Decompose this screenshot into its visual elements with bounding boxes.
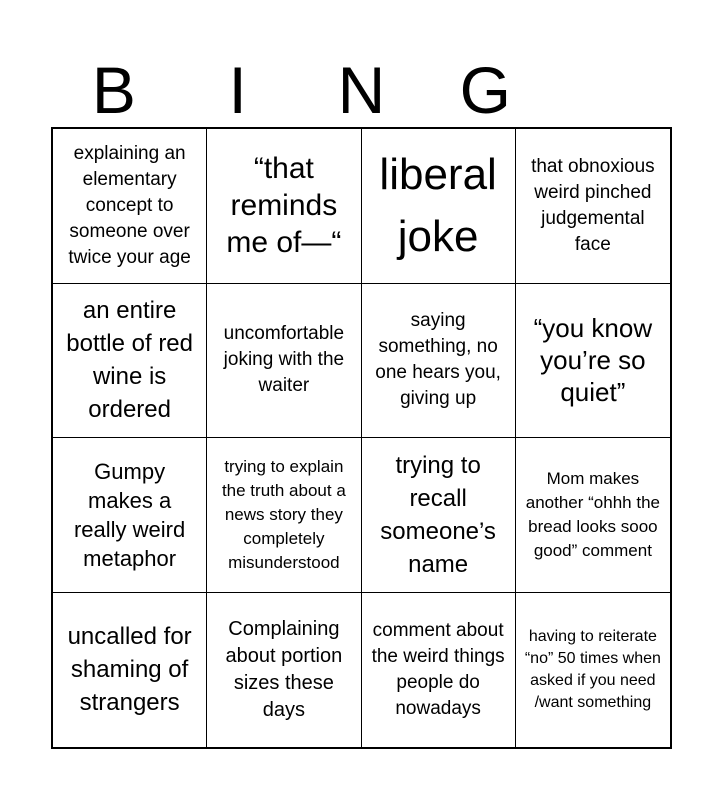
cell-text: liberal joke [379,149,497,261]
cell-text: having to reiterate “no” 50 times when asked if you need /want something [524,627,661,711]
cell-text: Mom makes another “ohhh the bread looks sooo good” comment [525,468,660,560]
header-letter-b: B [91,53,136,127]
bingo-cell[interactable] [516,593,670,748]
bingo-cell[interactable] [53,438,207,593]
cell-text: uncomfortable joking with the waiter [223,323,345,397]
cell-text: that obnoxious weird pinched judgemental face [531,155,655,255]
bingo-cell[interactable] [362,438,516,593]
bingo-cell[interactable] [53,129,207,284]
bingo-cell[interactable] [53,284,207,439]
bingo-cell[interactable] [362,593,516,748]
bingo-cell[interactable] [207,129,361,284]
cell-text: an entire bottle of red wine is ordered [66,297,193,424]
bingo-cell[interactable] [516,129,670,284]
cell-text: “you know you’re so quiet” [533,313,653,408]
cell-text: saying something, no one hears you, giving up [375,310,501,410]
bingo-header [52,52,671,128]
header-letter-g: G [459,53,511,127]
bingo-cell[interactable] [207,593,361,748]
cell-text: trying to recall someone’s name [380,451,496,578]
header-letter-i: I [228,53,247,127]
cell-text: “that reminds me of—“ [226,152,342,260]
cell-text: explaining an elementary concept to someone over twice your age [68,142,191,268]
bingo-cell[interactable] [516,438,670,593]
header-letter-n: N [337,53,386,127]
bingo-board [51,127,672,749]
bingo-cell[interactable] [362,129,516,284]
cell-text: Complaining about portion sizes these days [225,617,343,721]
cell-text: uncalled for shaming of strangers [67,623,192,717]
cell-text: comment about the weird things people do nowadays [371,619,505,719]
cell-text: trying to explain the truth about a news story they completely misunderstood [221,456,346,572]
bingo-cell[interactable] [362,284,516,439]
bingo-cell[interactable] [207,438,361,593]
bingo-cell[interactable] [53,593,207,748]
cell-text: Gumpy makes a really weird metaphor [73,458,186,571]
bingo-cell[interactable] [207,284,361,439]
bingo-cell[interactable] [516,284,670,439]
